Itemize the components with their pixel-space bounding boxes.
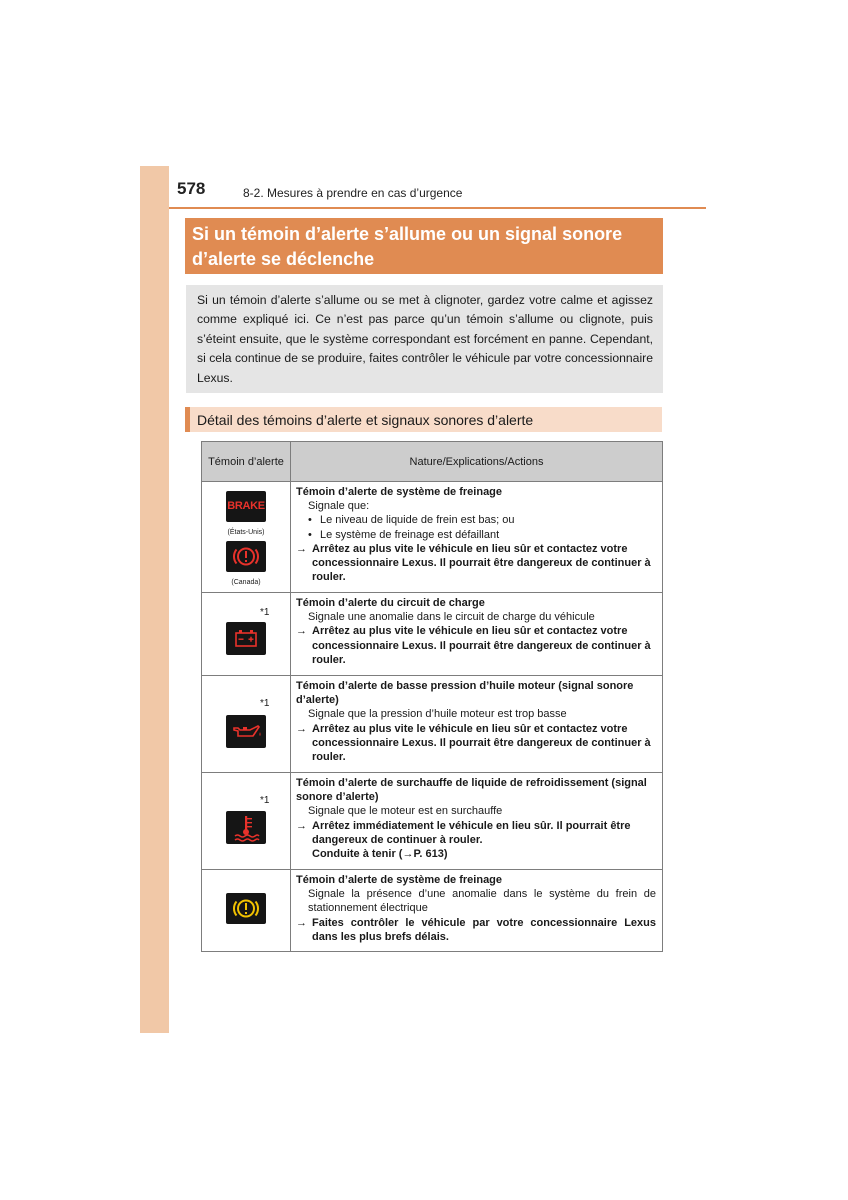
arrow-icon: → — [296, 916, 307, 929]
row-signal: Signale la présence d’une anomalie dans le système du frein de stationnement électrique — [308, 888, 656, 915]
page-number: 578 — [177, 179, 206, 198]
arrow-icon: → — [296, 625, 307, 638]
row-signal: Signale que: — [308, 500, 370, 513]
subsection-header — [185, 407, 662, 432]
brake-circle-icon — [226, 541, 266, 572]
action-text: Arrêtez au plus vite le véhicule en lieu sûr et contactez votre concessionnaire Lexus. Il pourrait être dangereux de continuer à rouler. — [312, 542, 651, 584]
bullet-item — [296, 528, 656, 542]
row-action — [296, 722, 656, 765]
brake-warning-icon-canada — [226, 541, 266, 572]
battery-icon-graphic — [226, 622, 266, 655]
arrow-icon: → — [296, 722, 307, 735]
footnote-mark: *1 — [260, 698, 270, 709]
row-title: Témoin d’alerte de basse pression d’huile moteur (signal sonore d’alerte) — [296, 680, 634, 707]
description-cell — [291, 593, 663, 676]
row-signal: Signale que la pression d’huile moteur est trop basse — [308, 708, 567, 721]
bullet-text: Le système de freinage est défaillant — [320, 528, 500, 541]
section-title: Si un témoin d’alerte s’allume ou un signal sonore d’alerte se déclenche — [185, 218, 663, 274]
icon-cell — [202, 676, 291, 773]
action-text: Arrêtez immédiatement le véhicule en lieu sûr. Il pourrait être dangereux de continuer à rouler. — [312, 819, 631, 846]
table-header-row — [202, 442, 663, 482]
caption-canada: (Canada) — [231, 578, 261, 586]
bullet-text: Le niveau de liquide de frein est bas; ou — [320, 514, 515, 527]
icon-cell — [202, 773, 291, 870]
row-signal: Signale que le moteur est en surchauffe — [308, 805, 503, 818]
table-row — [202, 773, 663, 870]
col-header-light: Témoin d’alerte — [202, 442, 291, 482]
coolant-temperature-icon — [226, 811, 266, 844]
action-text: Faites contrôler le véhicule par votre concessionnaire Lexus dans les plus brefs délais. — [312, 916, 656, 943]
row-reference: Conduite à tenir (→P. 613) — [312, 848, 448, 861]
parking-brake-circle-graphic — [226, 893, 266, 924]
row-action — [296, 542, 656, 585]
subsection-title: Détail des témoins d’alerte et signaux sonores d’alerte — [197, 412, 534, 428]
row-action — [296, 916, 656, 944]
table-row — [202, 482, 663, 593]
side-band — [140, 166, 169, 1033]
table-row — [202, 870, 663, 952]
arrow-icon: → — [296, 542, 307, 555]
row-title: Témoin d’alerte du circuit de charge — [296, 597, 485, 609]
chapter-title: 8-2. Mesures à prendre en cas d’urgence — [243, 186, 463, 200]
action-text: Arrêtez au plus vite le véhicule en lieu sûr et contactez votre concessionnaire Lexus. Il pourrait être dangereux de continuer à rouler. — [312, 625, 651, 666]
table-row — [202, 593, 663, 676]
intro-paragraph: Si un témoin d’alerte s’allume ou se met à clignoter, gardez votre calme et agissez comme expliqué ici. Ce n’est pas parce qu’un témoin s’allume ou clignote, puis s’éteint ensuite, que le système correspondant est forcément en panne. Cependant, si cela continue de se produire, faites contrôler le véhicule par votre concessionnaire Lexus. — [186, 285, 663, 393]
subsection-accent-bar — [185, 407, 190, 432]
bullet-item — [296, 513, 656, 527]
header-rule — [169, 207, 706, 209]
description-cell — [291, 482, 663, 593]
action-text: Arrêtez au plus vite le véhicule en lieu sûr et contactez votre concessionnaire Lexus. Il pourrait être dangereux de continuer à rouler. — [312, 722, 651, 764]
row-signal: Signale une anomalie dans le circuit de charge du véhicule — [308, 611, 595, 624]
row-action — [296, 819, 656, 847]
col-header-nature: Nature/Explications/Actions — [291, 442, 663, 482]
oil-can-graphic — [226, 715, 266, 748]
caption-us: (États-Unis) — [227, 528, 265, 536]
footnote-mark: *1 — [260, 795, 270, 806]
arrow-icon: → — [296, 819, 307, 832]
thermometer-graphic — [226, 811, 266, 844]
brake-icon-label: BRAKE — [227, 499, 265, 512]
bullet-dot: • — [308, 528, 312, 541]
row-title: Témoin d’alerte de surchauffe de liquide de refroidissement (signal sonore d’alerte) — [296, 777, 647, 804]
description-cell — [291, 773, 663, 870]
parking-brake-warning-icon — [226, 893, 266, 924]
icon-cell — [202, 593, 291, 676]
warning-lights-table — [201, 441, 663, 952]
battery-charge-icon — [226, 622, 266, 655]
description-cell — [291, 676, 663, 773]
icon-cell — [202, 870, 291, 952]
row-title: Témoin d’alerte de système de freinage — [296, 486, 503, 498]
oil-pressure-icon — [226, 715, 266, 748]
row-title: Témoin d’alerte de système de freinage — [296, 874, 503, 886]
icon-cell — [202, 482, 291, 593]
table-row — [202, 676, 663, 773]
row-action — [296, 624, 656, 667]
description-cell — [291, 870, 663, 952]
footnote-mark: *1 — [260, 607, 270, 618]
bullet-dot: • — [308, 514, 312, 527]
brake-warning-icon — [226, 491, 266, 522]
